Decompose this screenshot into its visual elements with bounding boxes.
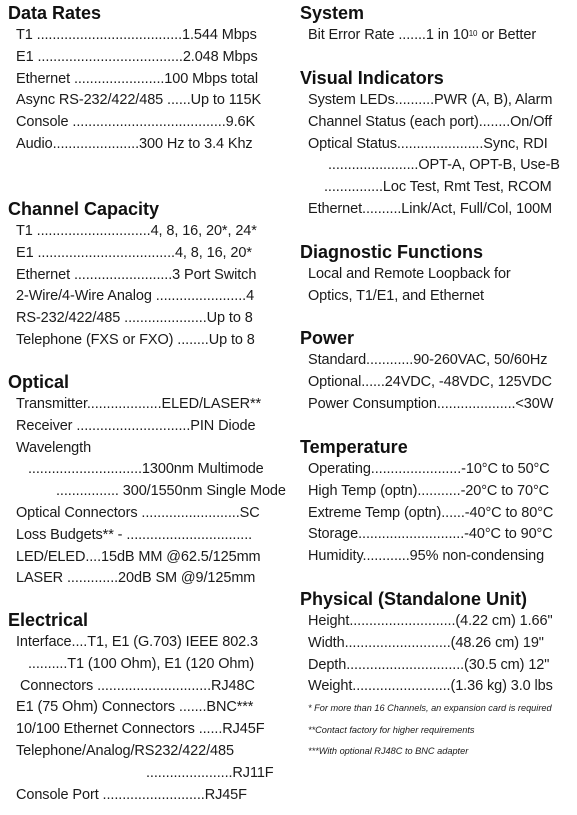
section-temperature [300,436,553,568]
spec-line: ......................RJ11F [146,764,274,781]
spec-line: Connectors .............................RJ48C [20,677,255,694]
section-title: Data Rates [8,3,102,23]
spec-line: Optical Connectors .........................SC [16,504,260,521]
spec-line: High Temp (optn)...........-20°C to 70°C [308,482,550,499]
spec-line: T1 .............................4, 8, 16, 20*, 24* [16,223,257,239]
spec-line: Loss Budgets** - ................................ [16,526,253,543]
spec-line: Width...........................(48.26 cm) 19" [308,634,544,651]
spec-line: Interface....T1, E1 (G.703) IEEE 802.3 [16,634,259,650]
section-optical [8,371,286,590]
spec-line: Weight.........................(1.36 kg) 3.0 lbs [308,678,553,695]
spec-line: Async RS-232/422/485 ......Up to 115K [16,92,262,109]
footnote: * For more than 16 Channels, an expansion card is required [308,703,552,714]
spec-line: Telephone/Analog/RS232/422/485 [16,742,234,759]
spec-line: Ethernet .........................3 Port Switch [16,266,257,283]
section-power [300,327,553,415]
spec-line: Humidity............95% non-condensing [308,548,545,565]
spec-line: LASER .............20dB SM @9/125mm [16,570,256,587]
spec-line: Console .......................................9.6K [16,114,256,131]
section-diagnostic-functions [300,241,511,308]
spec-line: ................ 300/1550nm Single Mode [56,483,286,500]
spec-line: Receiver .............................PIN Diode [16,417,256,434]
spec-line: ...............Loc Test, Rmt Test, RCOM [324,179,552,196]
spec-line: Channel Status (each port)........On/Off [308,113,552,130]
spec-line: T1 .....................................1.544 Mbps [16,27,257,43]
spec-line [300,25,536,47]
section-title: Physical (Standalone Unit) [300,589,528,609]
section-title: Electrical [8,610,89,630]
spec-text-tail: or Better [477,27,537,43]
section-title: Diagnostic Functions [300,242,484,262]
spec-line: .............................1300nm Multimode [28,461,264,478]
section-channel-capacity [8,198,257,352]
section-electrical [8,609,274,806]
spec-line: Depth..............................(30.5 cm) 12" [308,656,550,673]
section-title: Visual Indicators [300,68,444,88]
section-title: Power [300,328,355,348]
section-title: Optical [8,372,70,392]
section-system [300,2,536,47]
spec-line: LED/ELED....15dB MM @62.5/125mm [16,548,261,565]
spec-line: Local and Remote Loopback for [308,266,511,282]
spec-line: Ethernet..........Link/Act, Full/Col, 100M [308,200,553,217]
spec-line: Transmitter...................ELED/LASER** [16,396,262,412]
section-physical [300,588,553,763]
spec-text: Bit Error Rate .......1 in 10 [308,27,469,43]
spec-line: Optional......24VDC, -48VDC, 125VDC [308,373,552,390]
section-title: Temperature [300,437,408,457]
spec-line: Standard............90-260VAC, 50/60Hz [308,352,548,368]
spec-line: RS-232/422/485 .....................Up to 8 [16,310,253,327]
section-visual-indicators [300,67,560,221]
spec-line: E1 (75 Ohm) Connectors .......BNC*** [16,699,254,716]
section-data-rates [8,2,261,156]
section-title: System [300,3,365,23]
spec-line: 10/100 Ethernet Connectors ......RJ45F [16,721,265,738]
spec-line: E1 ...................................4, 8, 16, 20* [16,244,252,261]
spec-line: Height...........................(4.22 cm) 1.66" [308,613,553,629]
spec-line: Optical Status......................Sync, RDI [308,135,548,152]
spec-line: Operating.......................-10°C to 50°C [308,461,550,477]
spec-line: Optics, T1/E1, and Ethernet [308,287,484,304]
spec-line: 2-Wire/4-Wire Analog .......................4 [16,288,255,305]
spec-line: ..........T1 (100 Ohm), E1 (120 Ohm) [28,655,255,672]
spec-line: Extreme Temp (optn)......-40°C to 80°C [308,504,554,521]
footnote: ***With optional RJ48C to BNC adapter [308,746,469,757]
spec-line: Console Port ..........................RJ45F [16,786,247,803]
spec-line: Wavelength [16,439,92,456]
spec-line: Audio......................300 Hz to 3.4 Khz [16,135,253,152]
exponent: 10 [468,29,478,38]
footnote: **Contact factory for higher requirements [308,724,475,735]
spec-line: System LEDs..........PWR (A, B), Alarm [308,92,553,108]
spec-line: E1 .....................................2.048 Mbps [16,48,258,65]
spec-line: Ethernet .......................100 Mbps total [16,70,259,87]
spec-line: Storage...........................-40°C to 90°C [308,526,553,543]
section-title: Channel Capacity [8,199,160,219]
spec-line: Telephone (FXS or FXO) ........Up to 8 [16,331,255,348]
spec-line: .......................OPT-A, OPT-B, Use-B [328,157,560,174]
spec-line: Power Consumption....................<30W [308,395,554,412]
